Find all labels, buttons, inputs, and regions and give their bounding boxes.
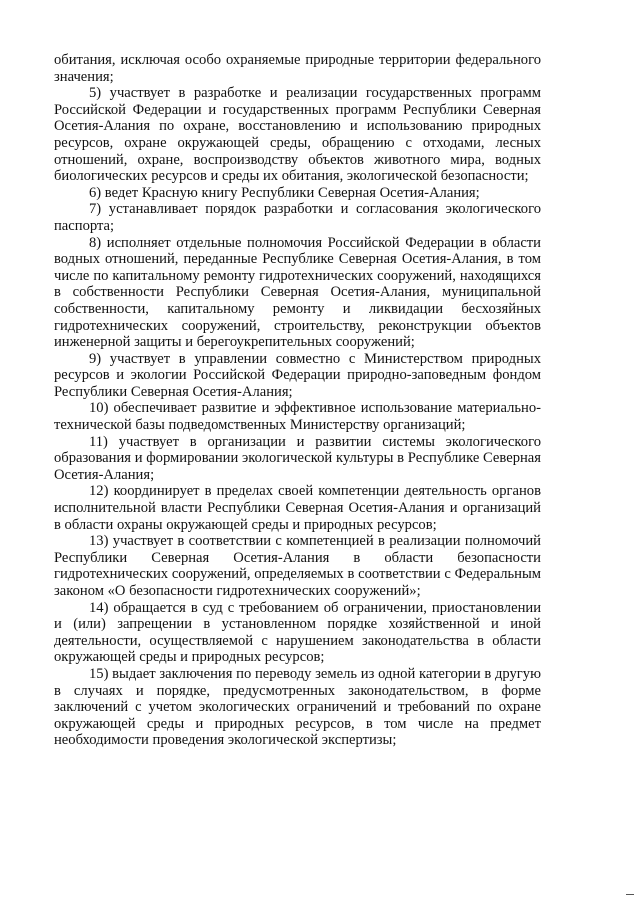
paragraph-item-11: 11) участвует в организации и развитии системы экологического образования и формировании экологической культуры в Республике Северная Осетия-Алания; bbox=[54, 433, 541, 483]
paragraph-item-8: 8) исполняет отдельные полномочия Российской Федерации в области водных отношений, переданные Республике Северная Осетия-Алания, в том числе по капитальному ремонту гидротехнических сооружений, находящихся в собственности Республики Северная Осетия-Алания, муниципальной собственности, капитальному ремонту и ликвидации бесхозяйных гидротехнических сооружений, строительству, реконструкции объектов инженерной защиты и берегоукрепительных сооружений; bbox=[54, 234, 541, 351]
paragraph-item-13: 13) участвует в соответствии с компетенцией в реализации полномочий Республики Северная Осетия-Алания в области безопасности гидротехнических сооружений, определяемых в соответствии с Федеральным законом «О безопасности гидротехнических сооружений»; bbox=[54, 533, 541, 599]
paragraph-item-6: 6) ведет Красную книгу Республики Северная Осетия-Алания; bbox=[89, 184, 480, 201]
paragraph-item-14: 14) обращается в суд с требованием об ограничении, приостановлении и (или) запрещении в установленном порядке хозяйственной и иной деятельности, осуществляемой с нарушением законодательства в области окружающей среды и природных ресурсов; bbox=[54, 599, 541, 666]
page-edge-mark bbox=[626, 894, 634, 895]
document-page bbox=[54, 52, 541, 749]
paragraph-continuation: обитания, исключая особо охраняемые природные территории федерального значения; bbox=[54, 52, 541, 85]
paragraph-item-7: 7) устанавливает порядок разработки и согласования экологического паспорта; bbox=[54, 201, 541, 234]
paragraph-item-12: 12) координирует в пределах своей компетенции деятельность органов исполнительной власти Республики Северная Осетия-Алания и организаций в области охраны окружающей среды и природных ресурсов; bbox=[54, 483, 541, 533]
paragraph-item-10: 10) обеспечивает развитие и эффективное использование материально-технической базы подведомственных Министерству организаций; bbox=[54, 400, 541, 434]
paragraph-item-9: 9) участвует в управлении совместно с Министерством природных ресурсов и экологии Российской Федерации природно-заповедным фондом Республики Северная Осетия-Алания; bbox=[54, 350, 541, 400]
paragraph-item-5: 5) участвует в разработке и реализации государственных программ Российской Федерации и государственных программ Республики Северная Осетия-Алания по охране, восстановлению и использованию природных ресурсов, охране окружающей среды, обращению с отходами, лесных отношений, охране, воспроизводству объектов животного мира, водных биологических ресурсов и среды их обитания, экологической безопасности; bbox=[54, 85, 541, 185]
paragraph-item-15: 15) выдает заключения по переводу земель из одной категории в другую в случаях и порядке, предусмотренных законодательством, в форме заключений с учетом экологических ограничений и требований по охране окружающей среды и природных ресурсов, в том числе на предмет необходимости проведения экологической экспертизы; bbox=[54, 665, 541, 749]
